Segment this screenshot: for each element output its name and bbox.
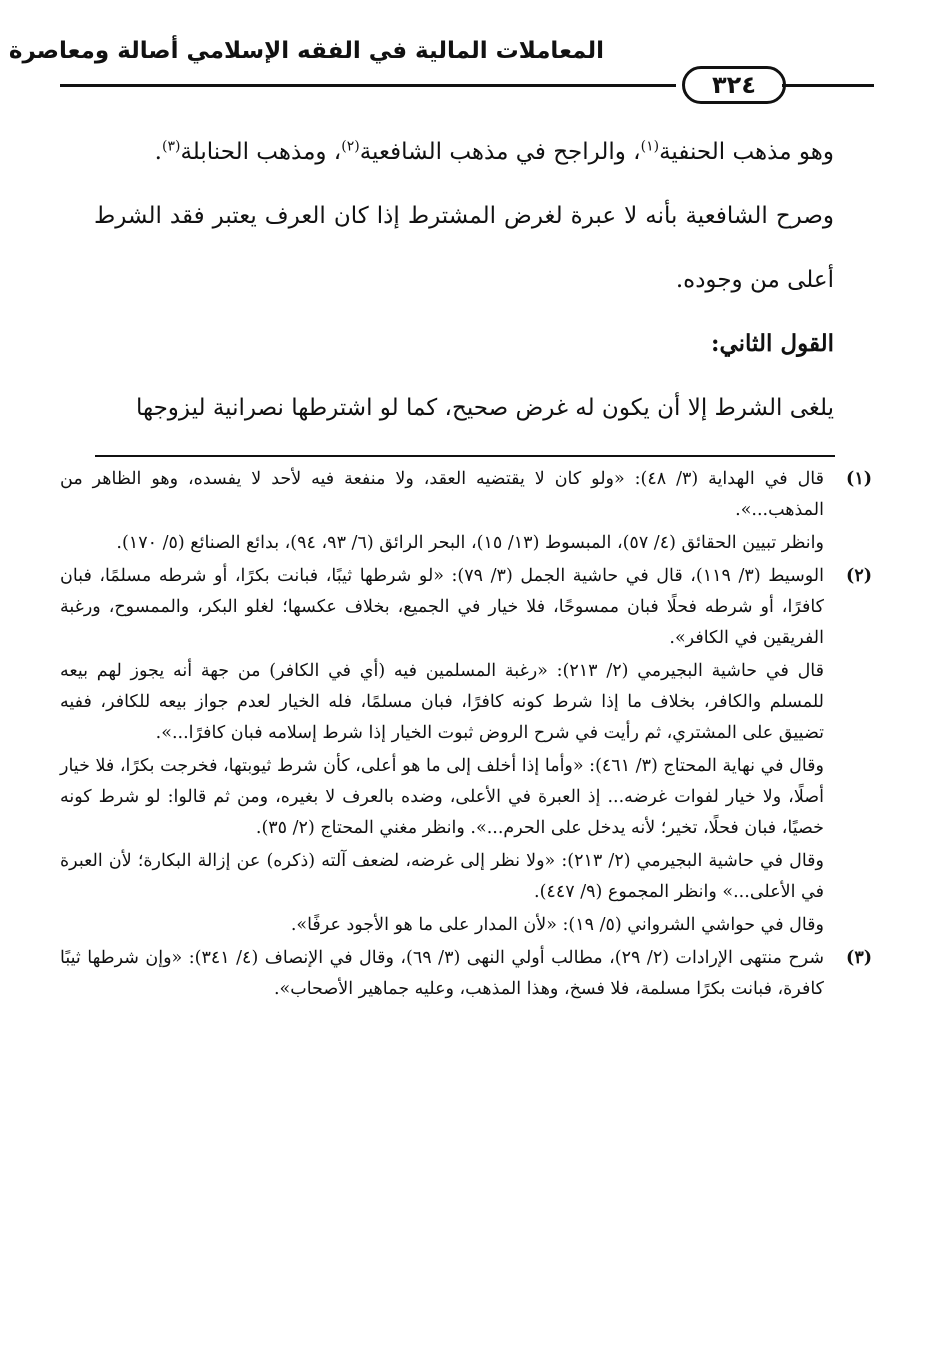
footnote-ref-2[interactable]: (٢) bbox=[341, 138, 360, 155]
footnote-3 bbox=[60, 943, 872, 1005]
footnotes bbox=[60, 464, 872, 1007]
paragraph-3: يلغى الشرط إلا أن يكون له غرض صحيح، كما لو اشترطها نصرانية ليزوجها bbox=[135, 395, 834, 421]
paragraph-1-text-c: ، ومذهب الحنابلة bbox=[180, 139, 342, 165]
footnote-2 bbox=[60, 561, 872, 941]
footnote-paragraph: شرح منتهى الإرادات (٢/ ٢٩)، مطالب أولي النهى (٣/ ٦٩)، وقال في الإنصاف (٤/ ٣٤١): «وإن شرطها ثيبًا كافرة، فبانت بكرًا مسلمة، فلا فسخ، وهذا المذهب، وعليه جماهير الأصحاب». bbox=[60, 948, 825, 999]
footnote-number: (٣) bbox=[846, 948, 872, 968]
paragraph-1-text-d: . bbox=[154, 139, 162, 165]
footnote-separator bbox=[95, 455, 835, 457]
header-rule-left bbox=[60, 84, 676, 87]
paragraph-1 bbox=[94, 120, 834, 184]
footnote-number: (٢) bbox=[846, 566, 872, 586]
paragraph-2: وصرح الشافعية بأنه لا عبرة لغرض المشترط إذا كان العرف يعتبر فقد الشرط أعلى من وجوده. bbox=[94, 203, 834, 293]
footnote-ref-3[interactable]: (٣) bbox=[161, 138, 181, 155]
footnote-ref-1[interactable]: (١) bbox=[640, 138, 660, 155]
paragraph-1-text-b: ، والراجح في مذهب الشافعية bbox=[359, 139, 641, 165]
footnote-number: (١) bbox=[846, 469, 872, 489]
paragraph-1-text: وهو مذهب الحنفية bbox=[659, 139, 834, 165]
footnote-1 bbox=[60, 464, 872, 559]
main-text bbox=[94, 120, 834, 440]
footnote-paragraph: قال في الهداية (٣/ ٤٨): «ولو كان لا يقتضيه العقد، ولا منفعة فيه لأحد لا يفسده، وهو الظاهر من المذهب...». bbox=[60, 469, 824, 520]
footnote-paragraph: قال في حاشية البجيرمي (٢/ ٢١٣): «رغبة المسلمين فيه (أي في الكافر) من جهة أنه يجوز لهم بيعه للمسلم والكافر، بخلاف ما إذا شرط كونه كافرًا، فبان مسلمًا، فله الخيار لعدم جواز بيعه للكافر، ففيه تضييق على المشتري، ثم رأيت في شرح الروض ثبوت الخيار إذا شرط إسلامه فبان كافرًا...». bbox=[60, 661, 824, 743]
footnote-paragraph: وقال في حواشي الشرواني (٥/ ١٩): «لأن المدار على ما هو الأجود عرفًا». bbox=[290, 915, 824, 935]
section-heading: القول الثاني: bbox=[710, 330, 834, 357]
footnote-paragraph: وانظر تبيين الحقائق (٤/ ٥٧)، المبسوط (١٣/ ١٥)، البحر الرائق (٦/ ٩٣، ٩٤)، بدائع الصنائع (٥/ ١٧٠). bbox=[116, 533, 824, 553]
footnote-paragraph: وقال في حاشية البجيرمي (٢/ ٢١٣): «ولا نظر إلى غرضه، لضعف آلته (ذكره) عن إزالة البكارة؛ لأن العبرة في الأعلى...» وانظر المجموع (٩/ ٤٤٧). bbox=[60, 851, 824, 902]
running-header-title: المعاملات المالية في الفقه الإسلامي أصالة ومعاصرة bbox=[8, 38, 604, 64]
footnote-paragraph: الوسيط (٣/ ١١٩)، قال في حاشية الجمل (٣/ ٧٩): «لو شرطها ثيبًا، فبانت بكرًا، أو شرطه مسلمًا، فبان كافرًا، أو شرطه فحلًا فبان ممسوحًا، فلا خيار في الجميع، بخلاف عكسها؛ لغلو البكر، والممسوح، ورغبة الفريقين في الكافر». bbox=[60, 566, 825, 648]
footnote-paragraph: وقال في نهاية المحتاج (٣/ ٤٦١): «وأما إذا أخلف إلى ما هو أعلى، كأن شرط ثيوبتها، فخرجت بكرًا، فلا خيار أصلًا، ولا خيار لفوات غرضه... إذ العبرة في الأعلى، وضده بالعرف لا بغيره، ومن ثم قالوا: لو شرط كونه خصيًا، فبان فحلًا، تخير؛ لأنه يدخل على الحرم...». وانظر مغني المحتاج (٢/ ٣٥). bbox=[60, 756, 824, 838]
page-number: ٣٢٤ bbox=[682, 66, 786, 104]
header-rule-right bbox=[782, 84, 874, 87]
